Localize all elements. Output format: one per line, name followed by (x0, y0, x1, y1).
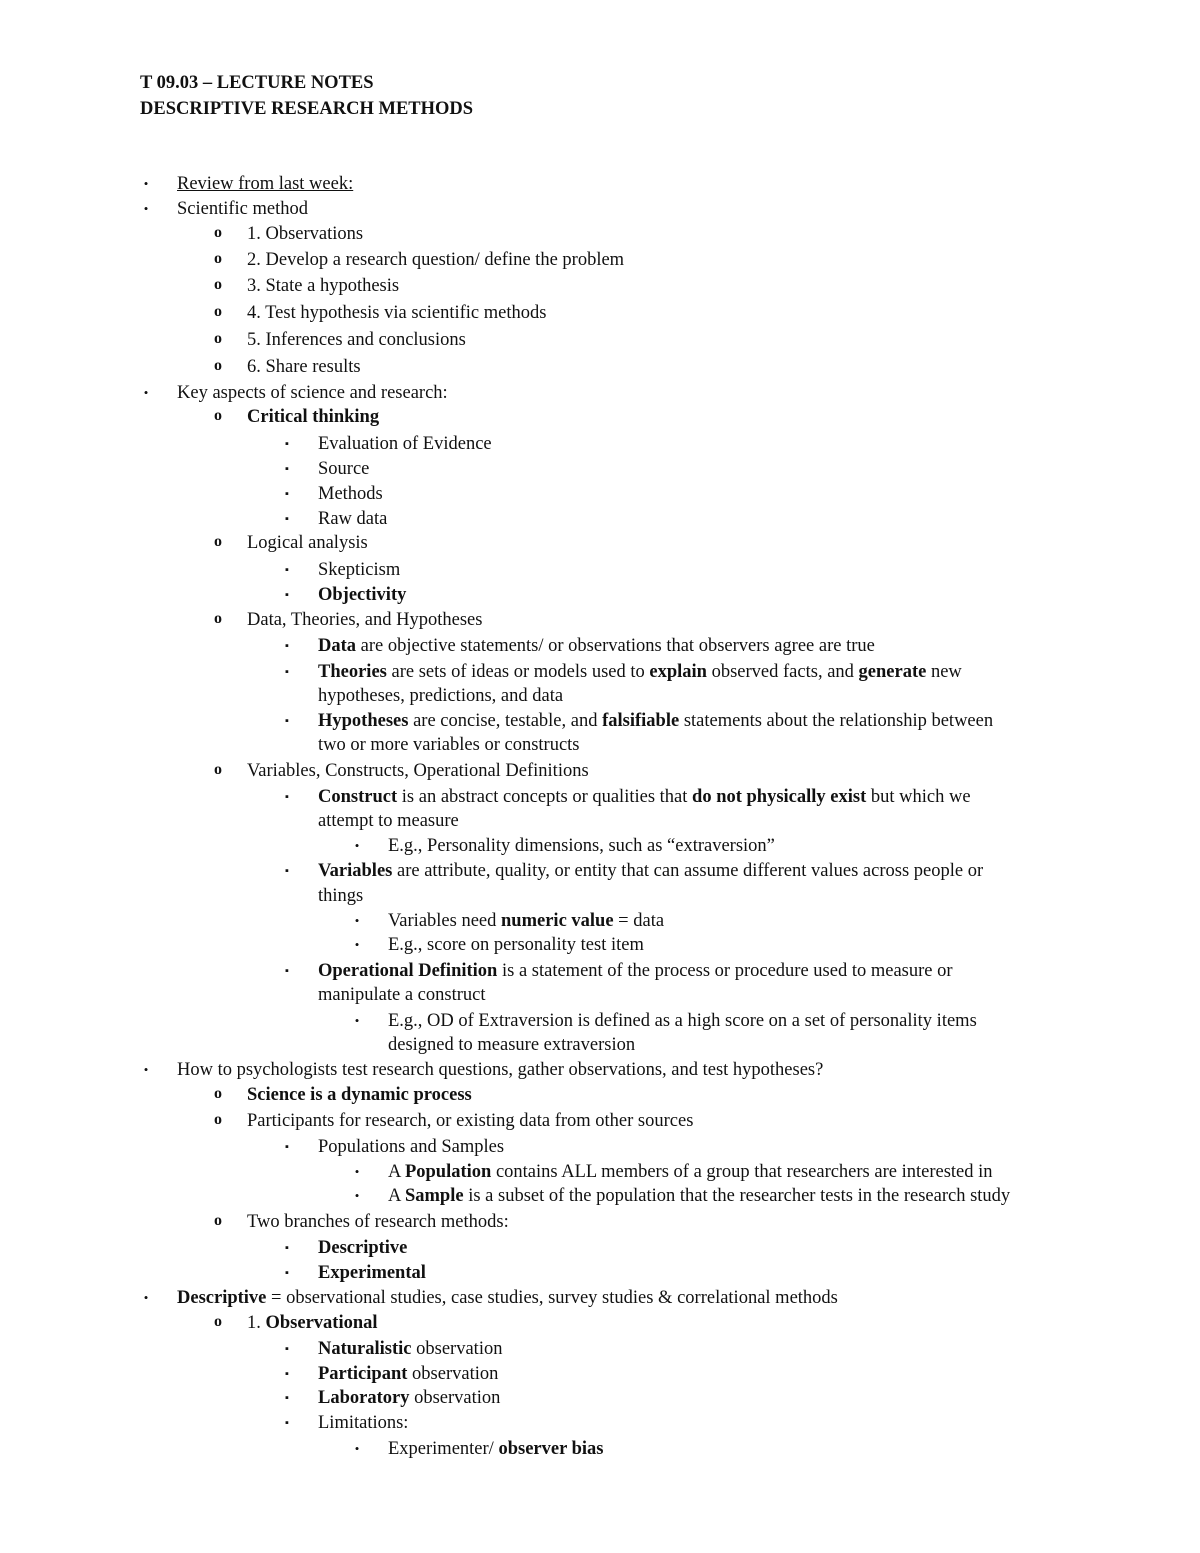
bullet-disc-icon: • (354, 1188, 360, 1203)
text-run: Methods (318, 484, 383, 504)
outline-item-text (247, 328, 466, 352)
bold-term: Naturalistic (318, 1339, 412, 1359)
bold-term: Hypotheses (318, 711, 409, 731)
outline-item-text (318, 1362, 498, 1386)
outline-item-text (318, 684, 563, 708)
bold-term: do not physically exist (692, 787, 867, 807)
bold-term: explain (649, 662, 707, 682)
text-run: E.g., OD of Extraversion is defined as a high score on a set of personality items (388, 1011, 977, 1031)
outline-item-text (388, 1160, 993, 1184)
bold-term: Variables (318, 861, 393, 881)
text-run: Logical analysis (247, 533, 368, 553)
bullet-circle-icon: o (214, 761, 222, 778)
text-run: How to psychologists test research questions, gather observations, and test hypotheses? (177, 1060, 824, 1080)
text-run: Limitations: (318, 1413, 409, 1433)
text-run: = data (613, 911, 665, 931)
outline-item-text (388, 909, 664, 933)
text-run: Key aspects of science and research: (177, 383, 448, 403)
outline-item-text (318, 709, 993, 733)
outline-item-text (247, 274, 399, 298)
text-run: Source (318, 459, 370, 479)
text-run: but which we (866, 787, 971, 807)
bullet-circle-icon: o (214, 1313, 222, 1330)
text-run: 1. Observations (247, 224, 364, 244)
text-run: Two branches of research methods: (247, 1212, 509, 1232)
outline-item-text (318, 507, 387, 531)
outline-item-text (318, 457, 369, 481)
outline-item-text (318, 859, 983, 883)
text-run: is a subset of the population that the researcher tests in the research study (463, 1186, 1011, 1206)
text-run: 3. State a hypothesis (247, 276, 400, 296)
outline-item-text (318, 558, 400, 582)
bullet-circle-icon: o (214, 1111, 222, 1128)
bold-term: Population (404, 1162, 492, 1182)
text-run: is a statement of the process or procedure used to measure or (497, 961, 953, 981)
bullet-circle-icon: o (214, 610, 222, 627)
outline-item-text (247, 222, 363, 246)
outline-item-text (177, 197, 308, 221)
outline-item-text (318, 432, 492, 456)
bullet-square-icon: ▪ (285, 1368, 289, 1380)
bullet-square-icon: ▪ (285, 791, 289, 803)
text-run: are attribute, quality, or entity that can assume different values across people or (392, 861, 984, 881)
outline-item-text (318, 482, 383, 506)
bullet-square-icon: ▪ (285, 640, 289, 652)
bullet-circle-icon: o (214, 1085, 222, 1102)
bold-term: Construct (318, 787, 398, 807)
bold-term: Data (318, 636, 357, 656)
outline-item-text (318, 983, 485, 1007)
bullet-disc-icon: • (143, 176, 149, 191)
bold-term: Laboratory (318, 1388, 410, 1408)
outline-item-text (318, 634, 875, 658)
bold-term: Theories (318, 662, 387, 682)
outline-item-text (177, 1058, 823, 1082)
bullet-square-icon: ▪ (285, 513, 289, 525)
text-run: are concise, testable, and (408, 711, 603, 731)
bullet-square-icon: ▪ (285, 1242, 289, 1254)
outline-item-text (177, 381, 448, 405)
text-run: is an abstract concepts or qualities that (397, 787, 693, 807)
outline-item-text (318, 1337, 502, 1361)
bullet-square-icon: ▪ (285, 1141, 289, 1153)
outline-item-text (318, 1386, 500, 1410)
bullet-disc-icon: • (354, 1013, 360, 1028)
text-run: things (318, 886, 364, 906)
bold-term: falsifiable (602, 711, 680, 731)
outline-item-text (247, 608, 482, 632)
bold-term: Science is a dynamic process (247, 1085, 472, 1105)
bullet-square-icon: ▪ (285, 438, 289, 450)
text-run: observed facts, and (706, 662, 859, 682)
bullet-square-icon: ▪ (285, 1267, 289, 1279)
outline-item-text (247, 405, 379, 429)
text-run: = observational studies, case studies, survey studies & correlational methods (266, 1288, 838, 1308)
text-run: two or more variables or constructs (318, 735, 580, 755)
outline-item-text (388, 1184, 1010, 1208)
document-title: T 09.03 – LECTURE NOTES (140, 73, 374, 93)
text-run: Review from last week: (177, 174, 354, 194)
outline-item-text (247, 1083, 472, 1107)
outline-item-text (247, 248, 624, 272)
outline-item-text (177, 172, 353, 196)
bullet-disc-icon: • (143, 385, 149, 400)
outline-item-text (247, 301, 546, 325)
text-run: designed to measure extraversion (388, 1035, 636, 1055)
text-run: Participants for research, or existing data from other sources (247, 1111, 694, 1131)
outline-item-text (318, 959, 953, 983)
bullet-square-icon: ▪ (285, 463, 289, 475)
bullet-circle-icon: o (214, 224, 222, 241)
bullet-circle-icon: o (214, 330, 222, 347)
text-run: hypotheses, predictions, and data (318, 686, 564, 706)
bold-term: Sample (404, 1186, 464, 1206)
text-run: A (388, 1162, 405, 1182)
outline-item-text (177, 1286, 838, 1310)
outline-item-text (318, 1236, 407, 1260)
outline-item-text (388, 1437, 603, 1461)
outline-item-text (318, 809, 459, 833)
bullet-circle-icon: o (214, 276, 222, 293)
text-run: attempt to measure (318, 811, 459, 831)
bullet-circle-icon: o (214, 1212, 222, 1229)
bold-term: Descriptive (177, 1288, 267, 1308)
outline-item-text (247, 759, 589, 783)
bullet-square-icon: ▪ (285, 1417, 289, 1429)
bullet-disc-icon: • (143, 1290, 149, 1305)
outline-item-text (318, 583, 406, 607)
bullet-square-icon: ▪ (285, 965, 289, 977)
outline-item-text (318, 884, 363, 908)
bullet-square-icon: ▪ (285, 1343, 289, 1355)
text-run: observation (407, 1364, 499, 1384)
text-run: Raw data (318, 509, 388, 529)
bullet-circle-icon: o (214, 250, 222, 267)
bold-term: Operational Definition (318, 961, 498, 981)
outline-item-text (318, 1261, 426, 1285)
outline-item-text (318, 785, 971, 809)
outline-item-text (318, 1411, 408, 1435)
text-run: E.g., score on personality test item (388, 935, 644, 955)
outline-item-text (247, 1210, 509, 1234)
outline-item-text (247, 531, 368, 555)
bullet-disc-icon: • (354, 913, 360, 928)
bullet-circle-icon: o (214, 357, 222, 374)
bold-term: Participant (318, 1364, 408, 1384)
bullet-disc-icon: • (354, 1164, 360, 1179)
text-run: Experimenter/ (388, 1439, 499, 1459)
text-run: manipulate a construct (318, 985, 486, 1005)
text-run: 4. Test hypothesis via scientific methods (247, 303, 547, 323)
bullet-square-icon: ▪ (285, 865, 289, 877)
bullet-square-icon: ▪ (285, 666, 289, 678)
document-subtitle: DESCRIPTIVE RESEARCH METHODS (140, 99, 474, 119)
text-run: 1. (247, 1313, 266, 1333)
text-run: A (388, 1186, 405, 1206)
outline-item-text (388, 834, 775, 858)
outline-item-text (247, 1311, 378, 1335)
bullet-square-icon: ▪ (285, 488, 289, 500)
text-run: new (926, 662, 962, 682)
text-run: Evaluation of Evidence (318, 434, 492, 454)
text-run: observation (409, 1388, 501, 1408)
bold-term: Objectivity (318, 585, 407, 605)
text-run: Scientific method (177, 199, 309, 219)
outline-item-text (318, 733, 580, 757)
bold-term: Descriptive (318, 1238, 408, 1258)
text-run: are sets of ideas or models used to (386, 662, 650, 682)
text-run: 6. Share results (247, 357, 361, 377)
outline-item-text (247, 355, 361, 379)
bullet-square-icon: ▪ (285, 564, 289, 576)
text-run: Populations and Samples (318, 1137, 505, 1157)
bullet-disc-icon: • (143, 1062, 149, 1077)
bullet-disc-icon: • (354, 937, 360, 952)
text-run: Skepticism (318, 560, 401, 580)
text-run: Data, Theories, and Hypotheses (247, 610, 483, 630)
outline-item-text (388, 933, 644, 957)
bullet-circle-icon: o (214, 533, 222, 550)
text-run: Variables need (388, 911, 502, 931)
bullet-disc-icon: • (354, 1441, 360, 1456)
text-run: Variables, Constructs, Operational Definitions (247, 761, 589, 781)
text-run: statements about the relationship between (679, 711, 994, 731)
bullet-circle-icon: o (214, 303, 222, 320)
text-run: observation (411, 1339, 503, 1359)
outline-item-text (247, 1109, 693, 1133)
bold-term: numeric value (501, 911, 614, 931)
bullet-square-icon: ▪ (285, 1392, 289, 1404)
text-run: 2. Develop a research question/ define the problem (247, 250, 625, 270)
bold-term: Critical thinking (247, 407, 380, 427)
text-run: 5. Inferences and conclusions (247, 330, 466, 350)
bold-term: Experimental (318, 1263, 426, 1283)
text-run: contains ALL members of a group that researchers are interested in (491, 1162, 993, 1182)
bullet-square-icon: ▪ (285, 589, 289, 601)
bullet-disc-icon: • (354, 838, 360, 853)
bold-term: generate (858, 662, 927, 682)
outline-item-text (318, 660, 962, 684)
bold-term: observer bias (498, 1439, 604, 1459)
outline-item-text (388, 1009, 977, 1033)
bold-term: Observational (265, 1313, 378, 1333)
outline-item-text (388, 1033, 635, 1057)
bullet-disc-icon: • (143, 201, 149, 216)
text-run: E.g., Personality dimensions, such as “extraversion” (388, 836, 775, 856)
bullet-circle-icon: o (214, 407, 222, 424)
bullet-square-icon: ▪ (285, 715, 289, 727)
outline-item-text (318, 1135, 504, 1159)
text-run: are objective statements/ or observations that observers agree are true (356, 636, 875, 656)
